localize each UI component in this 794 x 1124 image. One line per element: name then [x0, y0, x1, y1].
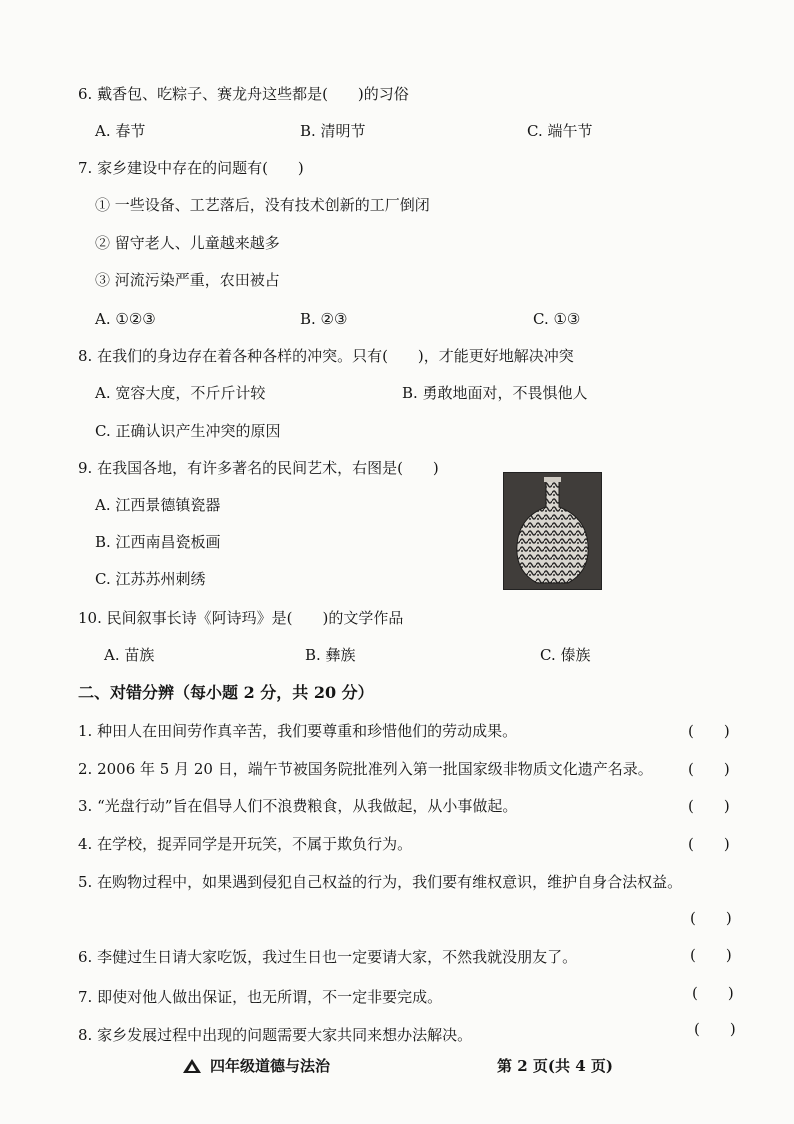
tf-answer-blank-6[interactable]: ( ): [690, 946, 732, 964]
tf-item-5: 5. 在购物过程中，如果遇到侵犯自己权益的行为，我们要有维权意识，维护自身合法权益。: [78, 873, 683, 891]
q7-item-3: ③ 河流污染严重，农田被占: [95, 271, 280, 289]
q9-option-a: A. 江西景德镇瓷器: [95, 496, 221, 514]
q7-item-1: ① 一些设备、工艺落后，没有技术创新的工厂倒闭: [95, 196, 430, 214]
q7-option-b: B. ②③: [300, 310, 348, 328]
tf-answer-blank-5[interactable]: ( ): [690, 909, 732, 927]
q7-option-c: C. ①③: [533, 310, 581, 328]
q9-option-b: B. 江西南昌瓷板画: [95, 533, 221, 551]
tf-answer-blank-4[interactable]: ( ): [688, 835, 730, 853]
question-8-stem: 8. 在我们的身边存在着各种各样的冲突。只有( )，才能更好地解决冲突: [78, 347, 574, 365]
q6-option-b: B. 清明节: [300, 122, 366, 140]
tf-item-8: 8. 家乡发展过程中出现的问题需要大家共同来想办法解决。: [78, 1026, 473, 1044]
question-6-stem: 6. 戴香包、吃粽子、赛龙舟这些都是( )的习俗: [78, 85, 409, 103]
publisher-logo-icon: [182, 1058, 202, 1074]
tf-answer-blank-1[interactable]: ( ): [688, 722, 730, 740]
question-9-stem: 9. 在我国各地，有许多著名的民间艺术，右图是( ): [78, 459, 439, 477]
tf-answer-blank-8[interactable]: ( ): [694, 1020, 736, 1038]
tf-item-1: 1. 种田人在田间劳作真辛苦，我们要尊重和珍惜他们的劳动成果。: [78, 722, 518, 740]
q6-option-c: C. 端午节: [527, 122, 593, 140]
tf-item-3: 3. “光盘行动”旨在倡导人们不浪费粮食，从我做起，从小事做起。: [78, 797, 518, 815]
tf-item-6: 6. 李健过生日请大家吃饭，我过生日也一定要请大家，不然我就没朋友了。: [78, 948, 578, 966]
tf-answer-blank-2[interactable]: ( ): [688, 760, 730, 778]
tf-item-4: 4. 在学校，捉弄同学是开玩笑，不属于欺负行为。: [78, 835, 413, 853]
q6-option-a: A. 春节: [95, 122, 146, 140]
q7-item-2: ② 留守老人、儿童越来越多: [95, 234, 280, 252]
question-10-stem: 10. 民间叙事长诗《阿诗玛》是( )的文学作品: [78, 609, 404, 627]
footer-subject: 四年级道德与法治: [210, 1057, 331, 1075]
porcelain-vase-image: [503, 472, 602, 590]
q8-option-a: A. 宽容大度，不斤斤计较: [95, 384, 266, 402]
q9-option-c: C. 江苏苏州刺绣: [95, 570, 206, 588]
q10-option-b: B. 彝族: [305, 646, 356, 664]
q10-option-a: A. 苗族: [104, 646, 155, 664]
q7-option-a: A. ①②③: [95, 310, 156, 328]
tf-item-7: 7. 即使对他人做出保证，也无所谓，不一定非要完成。: [78, 988, 443, 1006]
footer-page-number: 第 2 页(共 4 页): [497, 1057, 613, 1075]
q10-option-c: C. 傣族: [540, 646, 591, 664]
tf-answer-blank-3[interactable]: ( ): [688, 797, 730, 815]
section-2-title: 二、对错分辨（每小题 2 分，共 20 分）: [78, 683, 374, 702]
tf-answer-blank-7[interactable]: ( ): [692, 984, 734, 1002]
q8-option-b: B. 勇敢地面对，不畏惧他人: [402, 384, 588, 402]
tf-item-2: 2. 2006 年 5 月 20 日，端午节被国务院批准列入第一批国家级非物质文化遗产名录。: [78, 760, 653, 778]
q8-option-c: C. 正确认识产生冲突的原因: [95, 422, 281, 440]
question-7-stem: 7. 家乡建设中存在的问题有( ): [78, 159, 304, 177]
